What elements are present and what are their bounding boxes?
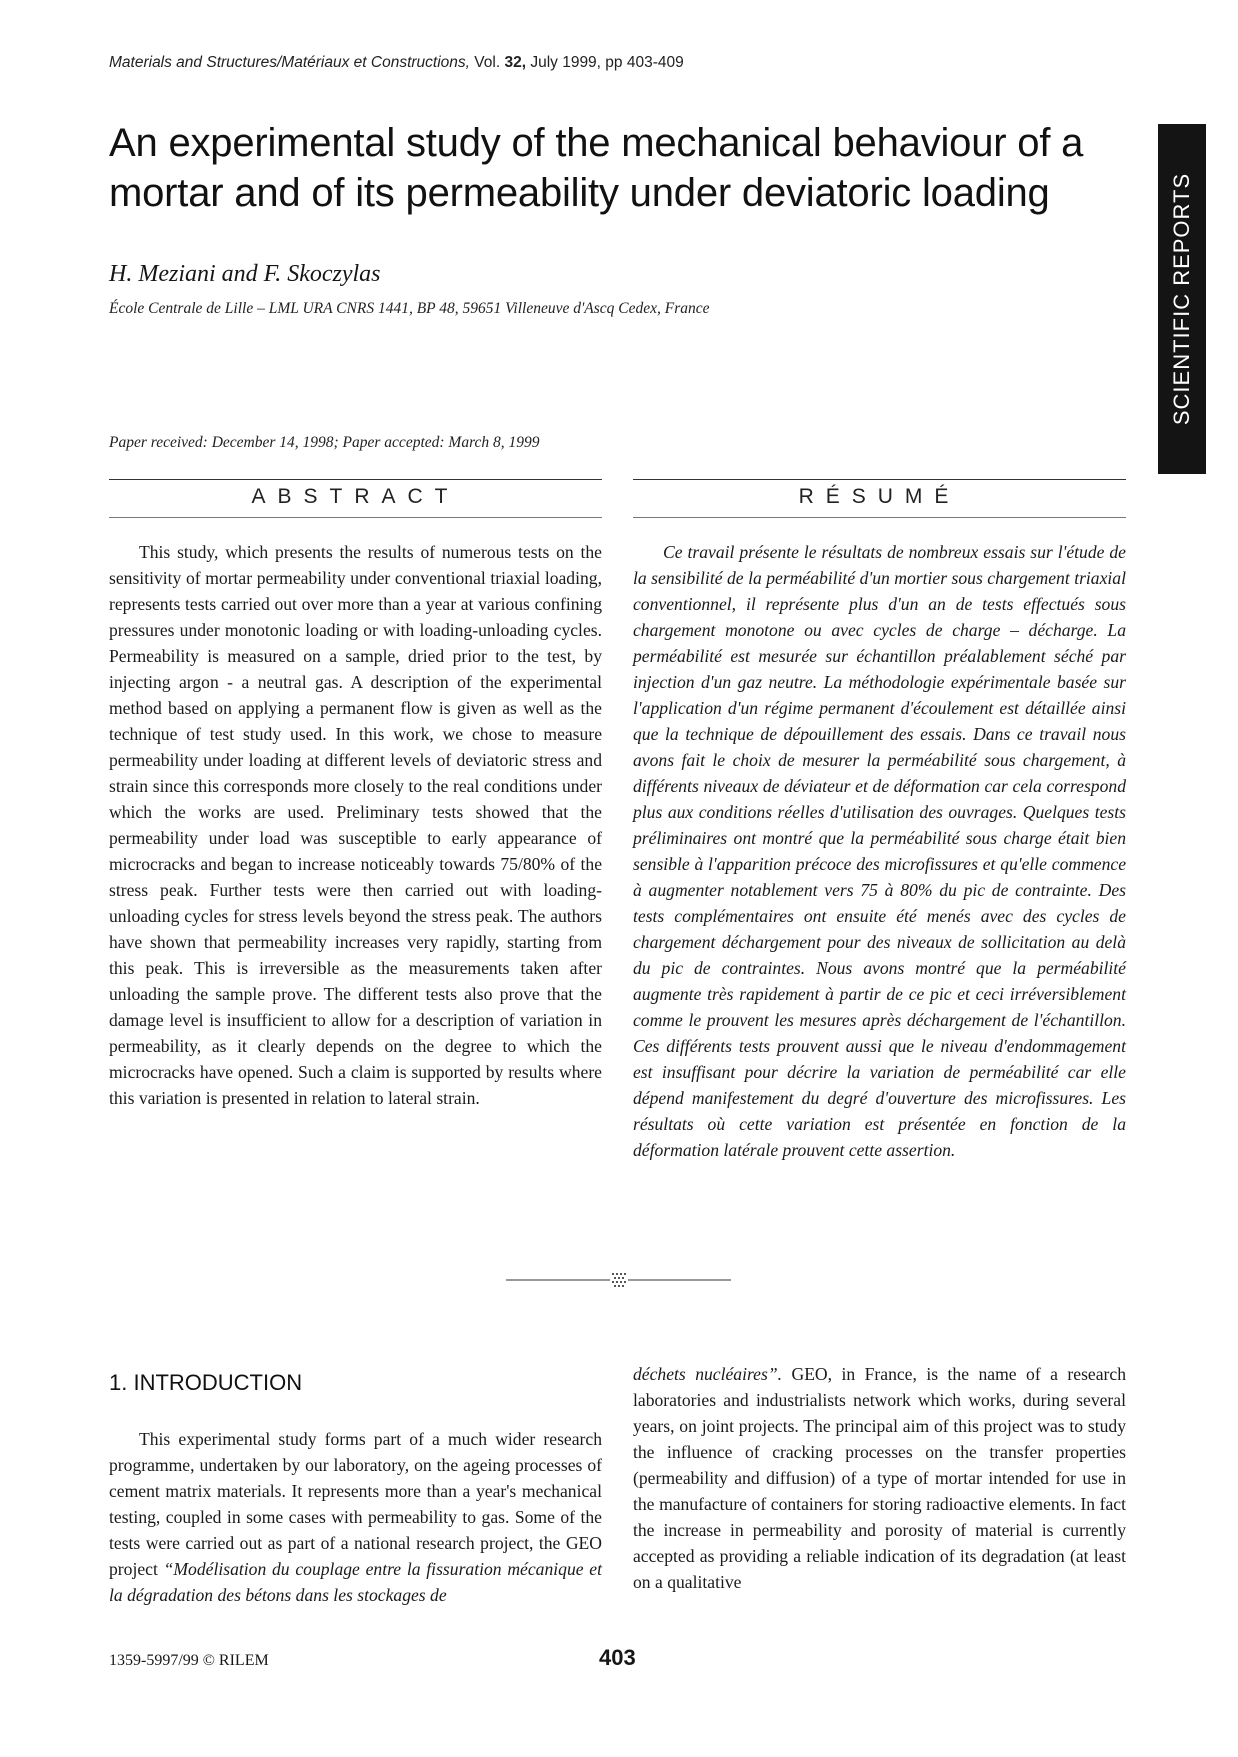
geo-project-quote-start: “Modélisation du couplage entre la fissuration mécanique et la dégradation des bétons dans les stockages de (109, 1559, 602, 1605)
abstract-paragraph: This study, which presents the results of numerous tests on the sensitivity of mortar permeability under conventional triaxial loading, represents tests carried out over more than a year at various confining pressures under monotonic loading or with loading-unloading cycles. Permeability is measured on a sample, dried prior to the test, by injecting argon - a neutral gas. A description of the experimental method based on applying a permanent flow is given as well as the technique of test study used. In this work, we chose to measure permeability under loading at different levels of deviatoric stress and strain since this corresponds more closely to the real conditions under which the works are used. Preliminary tests showed that the permeability under load was susceptible to early appearance of microcracks and began to increase noticeably towards 75/80% of the stress peak. Further tests were then carried out with loading-unloading cycles for stress levels beyond the stress peak. The authors have shown that permeability increases very rapidly, starting from this peak. This is irreversible as the measurements taken after unloading the sample prove. The different tests also prove that the damage level is insufficient to allow for a description of variation in permeability, as it clearly depends on the degree to which the microcracks have opened. Such a claim is supported by results where this variation is presented in relation to lateral strain. (109, 542, 602, 1108)
paper-title: An experimental study of the mechanical behaviour of a mortar and of its permeability under deviatoric loading (109, 121, 1084, 215)
sidebar-label: SCIENTIFIC REPORTS (1169, 172, 1195, 426)
resume-bottom-rule (633, 517, 1126, 518)
resume-paragraph: Ce travail présente le résultats de nombreux essais sur l'étude de la sensibilité de la perméabilité d'un mortier sous chargement triaxial conventionnel, il représente plus d'un an de tests effectués sous chargement monotone ou avec cycles de charge – décharge. La perméabilité est mesurée sur échantillon préalablement séché par injection d'un gaz neutre. La méthodologie expérimentale basée sur l'application d'un régime permanent d'écoulement est détaillée ainsi que la technique de dépouillement des essais. Dans ce travail nous avons fait le choix de mesurer la perméabilité sous chargement, à différents niveaux de déviateur et de déformation car cela correspond plus aux conditions réelles d'utilisation des ouvrages. Quelques tests préliminaires ont montré que la perméabilité sous charge était bien sensible à l'apparition précoce des microfissures et qu'elle commence à augmenter notablement vers 75 à 80% du pic de contrainte. Des tests complémentaires ont ensuite été menés avec des cycles de chargement déchargement pour des niveaux de sollicitation au delà du pic de contraintes. Nous avons montré que la perméabilité augmente très rapidement à partir de ce pic et ceci irréversiblement comme le prouvent les mesures après déchargement de l'échantillon. Ces différents tests prouvent aussi que le niveau d'endommagement est insuffisant pour décrire la variation de perméabilité car elle dépend manifestement du degré d'ouverture des microfissures. Les résultats où cette variation est présentée en fonction de la déformation latérale prouvent cette assertion. (633, 542, 1126, 1160)
volume-number: 32, (504, 54, 527, 71)
abstract-top-rule (109, 479, 602, 480)
abstract-body (109, 539, 602, 1111)
issue-date-pages: July 1999, pp 403-409 (530, 54, 684, 71)
introduction-text-right: GEO, in France, is the name of a research laboratories and industrialists network which works, during several years, on joint projects. The principal aim of this project was to study the influence of cracking processes on the transfer properties (permeability and diffusion) of a type of mortar intended for use in the manufacture of containers for storing radioactive elements. In fact the increase in permeability and porosity of material is currently accepted as providing a reliable indication of its degradation (at least on a qualitative (633, 1364, 1126, 1592)
introduction-heading: 1. INTRODUCTION (109, 1370, 303, 1395)
abstract-bottom-rule (109, 517, 602, 518)
introduction-paragraph (109, 1426, 602, 1608)
resume-top-rule (633, 479, 1126, 480)
section-separator-ornament (506, 1270, 731, 1290)
page-number: 403 (599, 1645, 636, 1670)
geo-project-quote-end: déchets nucléaires”. (633, 1364, 783, 1384)
affiliation: École Centrale de Lille – LML URA CNRS 1441, BP 48, 59651 Villeneuve d'Ascq Cedex, France (109, 300, 710, 317)
introduction-right-column (633, 1361, 1126, 1595)
authors: H. Meziani and F. Skoczylas (109, 261, 381, 287)
received-accepted-dates: Paper received: December 14, 1998; Paper accepted: March 8, 1999 (109, 434, 540, 451)
volume-prefix: Vol. (474, 54, 501, 71)
introduction-text-left: This experimental study forms part of a much wider research programme, undertaken by our laboratory, on the ageing processes of cement matrix materials. It represents more than a year's mechanical testing, coupled in some cases with permeability to gas. Some of the tests were carried out as part of a national research project, the GEO project (109, 1429, 602, 1579)
journal-name: Materials and Structures/Matériaux et Constructions, (109, 54, 470, 71)
journal-citation (109, 54, 684, 72)
resume-body (633, 539, 1126, 1163)
issn-copyright: 1359-5997/99 © RILEM (109, 1652, 269, 1669)
resume-heading: RÉSUMÉ (798, 485, 961, 508)
introduction-left-column (109, 1426, 602, 1608)
abstract-heading: ABSTRACT (251, 485, 460, 508)
section-sidebar-tab (1158, 124, 1206, 474)
introduction-paragraph-continued (633, 1361, 1126, 1595)
